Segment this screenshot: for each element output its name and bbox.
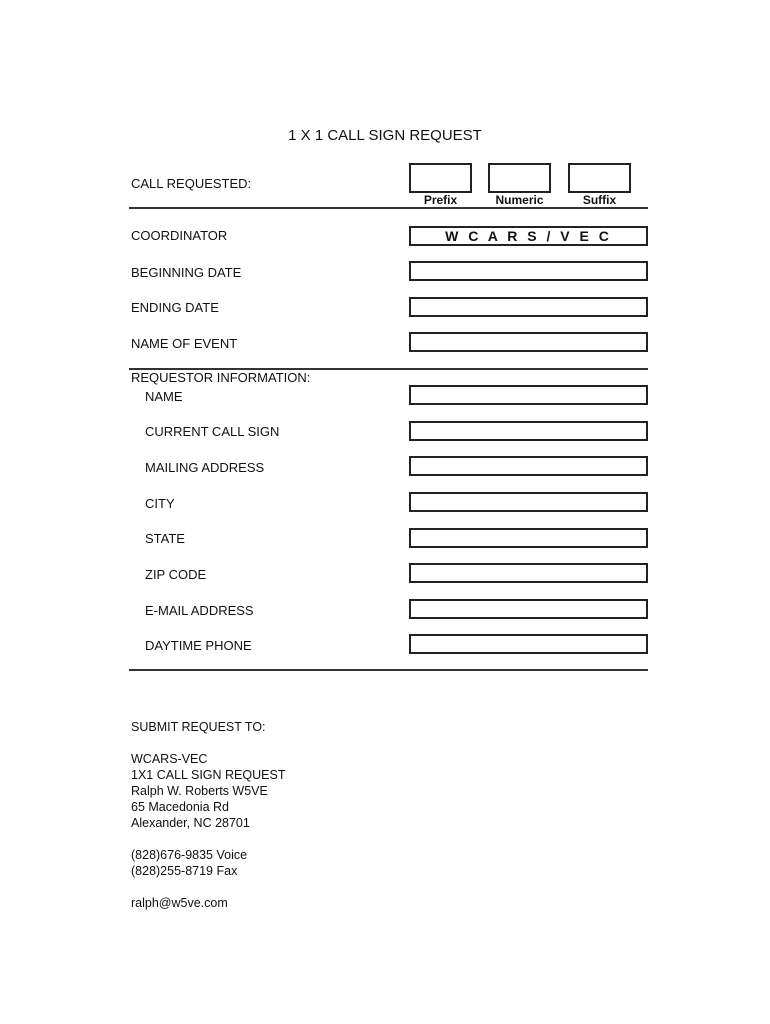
numeric-field[interactable] — [488, 163, 551, 193]
email-field[interactable] — [409, 599, 648, 619]
ending-date-field[interactable] — [409, 297, 648, 317]
coordinator-field — [409, 226, 648, 246]
zip-code-field[interactable] — [409, 563, 648, 583]
submit-heading: SUBMIT REQUEST TO: — [131, 720, 266, 734]
state-label: STATE — [145, 531, 185, 546]
submit-org: WCARS-VEC — [131, 752, 208, 766]
prefix-field[interactable] — [409, 163, 472, 193]
submit-dept: 1X1 CALL SIGN REQUEST — [131, 768, 286, 782]
submit-email[interactable]: ralph@w5ve.com — [131, 896, 228, 910]
coordinator-label: COORDINATOR — [131, 228, 228, 243]
coordinator-value: W C A R S / V E C — [445, 228, 612, 244]
requestor-name-label: NAME — [145, 389, 183, 404]
daytime-phone-label: DAYTIME PHONE — [145, 638, 252, 653]
suffix-label: Suffix — [582, 193, 617, 207]
email-label: E-MAIL ADDRESS — [145, 603, 254, 618]
current-call-sign-label: CURRENT CALL SIGN — [145, 424, 280, 439]
submit-contact-name: Ralph W. Roberts W5VE — [131, 784, 268, 798]
beginning-date-field[interactable] — [409, 261, 648, 281]
suffix-field[interactable] — [568, 163, 631, 193]
submit-voice-phone: (828)676-9835 Voice — [131, 848, 248, 862]
page-title: 1 X 1 CALL SIGN REQUEST — [288, 127, 482, 144]
submit-street: 65 Macedonia Rd — [131, 800, 229, 814]
submit-city-state-zip: Alexander, NC 28701 — [131, 816, 250, 830]
submit-fax: (828)255-8719 Fax — [131, 864, 238, 878]
event-name-label: NAME OF EVENT — [131, 336, 238, 351]
city-label: CITY — [145, 496, 175, 511]
zip-code-label: ZIP CODE — [145, 567, 207, 582]
section-divider — [129, 669, 648, 671]
mailing-address-field[interactable] — [409, 456, 648, 476]
requestor-heading: REQUESTOR INFORMATION: — [131, 370, 311, 385]
ending-date-label: ENDING DATE — [131, 300, 219, 315]
requestor-name-field[interactable] — [409, 385, 648, 405]
prefix-label: Prefix — [423, 193, 458, 207]
mailing-address-label: MAILING ADDRESS — [145, 460, 265, 475]
event-name-field[interactable] — [409, 332, 648, 352]
call-requested-label: CALL REQUESTED: — [131, 176, 252, 191]
city-field[interactable] — [409, 492, 648, 512]
section-divider — [129, 207, 648, 209]
numeric-label: Numeric — [495, 193, 544, 207]
daytime-phone-field[interactable] — [409, 634, 648, 654]
current-call-sign-field[interactable] — [409, 421, 648, 441]
beginning-date-label: BEGINNING DATE — [131, 265, 242, 280]
state-field[interactable] — [409, 528, 648, 548]
